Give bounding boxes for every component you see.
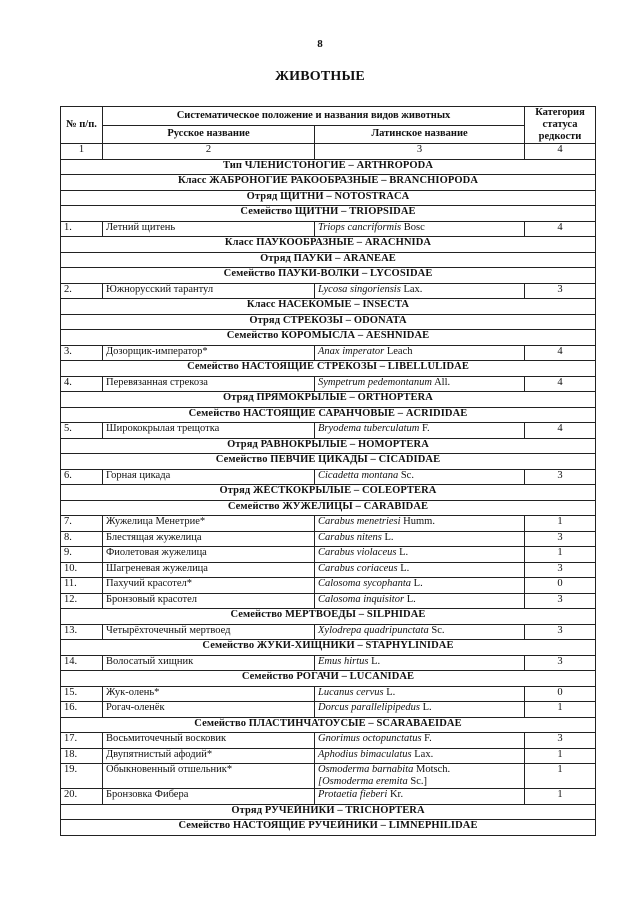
taxon-group-row xyxy=(61,190,596,206)
latin-name: Protaetia fieberi xyxy=(318,789,388,801)
latin-name: Calosoma inquisitor xyxy=(318,593,405,605)
species-row xyxy=(61,593,596,609)
taxon-group-row xyxy=(61,361,596,377)
header-systematic: Систематическое положение и названия видов животных xyxy=(103,107,525,126)
russian-name: Летний щитень xyxy=(103,221,315,237)
taxon-group-row xyxy=(61,640,596,656)
species-row xyxy=(61,283,596,299)
species-number: 7. xyxy=(61,516,103,532)
taxon-group-row xyxy=(61,500,596,516)
latin-name-cell xyxy=(315,578,525,594)
taxon-group-label: Семейство ПАУКИ-ВОЛКИ – LYCOSIDAE xyxy=(61,268,596,284)
taxon-group-label: Класс ПАУКООБРАЗНЫЕ – ARACHNIDA xyxy=(61,237,596,253)
taxon-group-label: Семейство ПЛАСТИНЧАТОУСЫЕ – SCARABAEIDAE xyxy=(61,717,596,733)
header-num: № п/п. xyxy=(61,107,103,144)
russian-name: Дозорщик-император* xyxy=(103,345,315,361)
latin-name: Cicadetta montana xyxy=(318,469,399,481)
species-number: 12. xyxy=(61,593,103,609)
species-row xyxy=(61,578,596,594)
taxon-group-row xyxy=(61,671,596,687)
rarity-category: 4 xyxy=(525,221,596,237)
author: L. xyxy=(411,578,423,590)
latin-name-cell xyxy=(315,655,525,671)
rarity-category: 3 xyxy=(525,469,596,485)
species-table xyxy=(60,106,596,836)
russian-name: Бронзовка Фибера xyxy=(103,789,315,805)
taxon-group-row xyxy=(61,175,596,191)
rarity-category: 4 xyxy=(525,345,596,361)
author: Lax. xyxy=(411,748,434,760)
species-number: 15. xyxy=(61,686,103,702)
latin-name-cell xyxy=(315,423,525,439)
taxon-group-label: Отряд РУЧЕЙНИКИ – TRICHOPTERA xyxy=(61,804,596,820)
author: L. xyxy=(404,593,416,605)
author: L. xyxy=(419,702,432,714)
author: Sc. xyxy=(428,624,445,636)
taxon-group-row xyxy=(61,268,596,284)
rarity-category: 1 xyxy=(525,702,596,718)
latin-name-cell xyxy=(315,748,525,764)
column-number: 2 xyxy=(103,144,315,160)
latin-name: Gnorimus octopunctatus xyxy=(318,733,422,745)
latin-name: Aphodius bimaculatus xyxy=(318,748,412,760)
species-row xyxy=(61,221,596,237)
header-latin: Латинское название xyxy=(315,125,525,144)
header-russian: Русское название xyxy=(103,125,315,144)
latin-name: Carabus menetriesi xyxy=(318,516,401,528)
russian-name: Блестящая жужелица xyxy=(103,531,315,547)
russian-name: Четырёхточечный мертвоед xyxy=(103,624,315,640)
author: L. xyxy=(383,686,396,698)
latin-name: Calosoma sycophanta xyxy=(318,578,412,590)
species-row xyxy=(61,789,596,805)
latin-name-cell xyxy=(315,593,525,609)
taxon-group-label: Отряд ПАУКИ – ARANEAE xyxy=(61,252,596,268)
rarity-category: 4 xyxy=(525,376,596,392)
species-row xyxy=(61,531,596,547)
species-number: 6. xyxy=(61,469,103,485)
species-row xyxy=(61,345,596,361)
species-number: 8. xyxy=(61,531,103,547)
taxon-group-row xyxy=(61,330,596,346)
taxon-group-row xyxy=(61,454,596,470)
latin-name-cell xyxy=(315,547,525,563)
latin-synonym: [Osmoderma eremita xyxy=(318,776,408,788)
taxon-group-row xyxy=(61,717,596,733)
taxon-group-label: Отряд ЩИТНИ – NOTOSTRACA xyxy=(61,190,596,206)
page-title: ЖИВОТНЫЕ xyxy=(275,69,365,84)
species-number: 19. xyxy=(61,764,103,789)
latin-name-cell xyxy=(315,702,525,718)
russian-name: Южнорусский тарантул xyxy=(103,283,315,299)
taxon-group-label: Отряд РАВНОКРЫЛЫЕ – HOMOPTERA xyxy=(61,438,596,454)
species-number: 16. xyxy=(61,702,103,718)
taxon-group-label: Семейство ЖУКИ-ХИЩНИКИ – STAPHYLINIDAE xyxy=(61,640,596,656)
column-numbers-row xyxy=(61,144,596,160)
russian-name: Восьмиточечный восковик xyxy=(103,733,315,749)
latin-name: Carabus coriaceus xyxy=(318,562,398,574)
rarity-category: 0 xyxy=(525,578,596,594)
taxon-group-row xyxy=(61,237,596,253)
latin-name: Dorcus parallelipipedus xyxy=(318,702,420,714)
taxon-group-row xyxy=(61,438,596,454)
taxon-group-label: Тип ЧЛЕНИСТОНОГИЕ – ARTHROPODA xyxy=(61,159,596,175)
species-number: 18. xyxy=(61,748,103,764)
latin-name: Xylodrepa quadripunctata xyxy=(318,624,429,636)
latin-name-cell xyxy=(315,345,525,361)
species-number: 3. xyxy=(61,345,103,361)
taxon-group-label: Семейство МЕРТВОЕДЫ – SILPHIDAE xyxy=(61,609,596,625)
species-row xyxy=(61,376,596,392)
species-number: 4. xyxy=(61,376,103,392)
russian-name: Жук-олень* xyxy=(103,686,315,702)
species-number: 1. xyxy=(61,221,103,237)
latin-name: Bryodema tuberculatum xyxy=(318,423,420,435)
russian-name: Рогач-оленёк xyxy=(103,702,315,718)
author: L. xyxy=(397,562,410,574)
author: L. xyxy=(396,547,409,559)
rarity-category: 1 xyxy=(525,748,596,764)
latin-name-cell xyxy=(315,221,525,237)
page-number: 8 xyxy=(317,38,323,50)
column-number: 1 xyxy=(61,144,103,160)
latin-name-cell xyxy=(315,733,525,749)
species-number: 14. xyxy=(61,655,103,671)
latin-name-cell xyxy=(315,283,525,299)
rarity-category: 4 xyxy=(525,423,596,439)
rarity-category: 1 xyxy=(525,789,596,805)
russian-name: Двупятнистый афодий* xyxy=(103,748,315,764)
author: Sc. xyxy=(398,469,414,481)
species-row xyxy=(61,764,596,789)
species-row xyxy=(61,624,596,640)
author: Humm. xyxy=(400,516,435,528)
taxon-group-label: Отряд ЖЁСТКОКРЫЛЫЕ – COLEOPTERA xyxy=(61,485,596,501)
latin-name-cell xyxy=(315,376,525,392)
latin-name: Carabus violaceus xyxy=(318,547,397,559)
rarity-category: 3 xyxy=(525,593,596,609)
author: Motsch. xyxy=(413,764,451,776)
author: Lax. xyxy=(400,283,423,295)
species-row xyxy=(61,423,596,439)
species-row xyxy=(61,702,596,718)
latin-name-cell xyxy=(315,764,525,789)
russian-name: Ширококрылая трещотка xyxy=(103,423,315,439)
latin-name: Lycosa singoriensis xyxy=(318,283,401,295)
species-row xyxy=(61,562,596,578)
taxon-group-row xyxy=(61,299,596,315)
taxon-group-label: Семейство НАСТОЯЩИЕ САРАНЧОВЫЕ – ACRIDIDAE xyxy=(61,407,596,423)
latin-name-cell xyxy=(315,516,525,532)
taxon-group-row xyxy=(61,206,596,222)
rarity-category: 3 xyxy=(525,624,596,640)
latin-name-cell xyxy=(315,531,525,547)
species-number: 11. xyxy=(61,578,103,594)
taxon-group-row xyxy=(61,252,596,268)
rarity-category: 3 xyxy=(525,531,596,547)
russian-name: Жужелица Менетрие* xyxy=(103,516,315,532)
column-number: 4 xyxy=(525,144,596,160)
latin-name: Anax imperator xyxy=(318,345,385,357)
latin-name-cell xyxy=(315,562,525,578)
taxon-group-label: Семейство ПЕВЧИЕ ЦИКАДЫ – CICADIDAE xyxy=(61,454,596,470)
russian-name: Волосатый хищник xyxy=(103,655,315,671)
species-number: 13. xyxy=(61,624,103,640)
rarity-category: 0 xyxy=(525,686,596,702)
latin-name: Triops cancriformis xyxy=(318,221,402,233)
header-category: Категория статуса редкости xyxy=(525,107,596,144)
rarity-category: 1 xyxy=(525,547,596,563)
rarity-category: 3 xyxy=(525,562,596,578)
latin-name: Emus hirtus xyxy=(318,655,369,667)
rarity-category: 1 xyxy=(525,516,596,532)
latin-name: Sympetrum pedemontanum xyxy=(318,376,433,388)
species-number: 5. xyxy=(61,423,103,439)
table-body xyxy=(61,159,596,835)
synonym-author: Sc.] xyxy=(407,776,427,788)
latin-name-cell xyxy=(315,789,525,805)
taxon-group-label: Класс НАСЕКОМЫЕ – INSECTA xyxy=(61,299,596,315)
taxon-group-row xyxy=(61,159,596,175)
taxon-group-label: Семейство НАСТОЯЩИЕ СТРЕКОЗЫ – LIBELLULIDAE xyxy=(61,361,596,377)
taxon-group-row xyxy=(61,407,596,423)
author: Kr. xyxy=(387,789,404,801)
latin-name-cell xyxy=(315,469,525,485)
species-number: 20. xyxy=(61,789,103,805)
column-number: 3 xyxy=(315,144,525,160)
taxon-group-label: Семейство РОГАЧИ – LUCANIDAE xyxy=(61,671,596,687)
taxon-group-label: Семейство КОРОМЫСЛА – AESHNIDAE xyxy=(61,330,596,346)
russian-name: Фиолетовая жужелица xyxy=(103,547,315,563)
species-number: 17. xyxy=(61,733,103,749)
species-row xyxy=(61,547,596,563)
rarity-category: 3 xyxy=(525,283,596,299)
russian-name: Пахучий красотел* xyxy=(103,578,315,594)
taxon-group-label: Отряд ПРЯМОКРЫЛЫЕ – ORTHOPTERA xyxy=(61,392,596,408)
taxon-group-row xyxy=(61,485,596,501)
species-row xyxy=(61,516,596,532)
taxon-group-label: Отряд СТРЕКОЗЫ – ODONATA xyxy=(61,314,596,330)
species-row xyxy=(61,748,596,764)
rarity-category: 3 xyxy=(525,733,596,749)
author: F. xyxy=(419,423,430,435)
taxon-group-row xyxy=(61,392,596,408)
taxon-group-row xyxy=(61,804,596,820)
species-number: 2. xyxy=(61,283,103,299)
taxon-group-row xyxy=(61,314,596,330)
latin-name-cell xyxy=(315,686,525,702)
author: Leach xyxy=(384,345,413,357)
latin-name-cell xyxy=(315,624,525,640)
russian-name: Шагреневая жужелица xyxy=(103,562,315,578)
russian-name: Горная цикада xyxy=(103,469,315,485)
taxon-group-label: Семейство НАСТОЯЩИЕ РУЧЕЙНИКИ – LIMNEPHILIDAE xyxy=(61,820,596,836)
taxon-group-label: Семейство ЖУЖЕЛИЦЫ – CARABIDAE xyxy=(61,500,596,516)
russian-name: Бронзовый красотел xyxy=(103,593,315,609)
latin-name: Lucanus cervus xyxy=(318,686,384,698)
russian-name: Обыкновенный отшельник* xyxy=(103,764,315,789)
taxon-group-label: Класс ЖАБРОНОГИЕ РАКООБРАЗНЫЕ – BRANCHIOPODA xyxy=(61,175,596,191)
taxon-group-label: Семейство ЩИТНИ – TRIOPSIDAE xyxy=(61,206,596,222)
rarity-category: 3 xyxy=(525,655,596,671)
taxon-group-row xyxy=(61,820,596,836)
species-row xyxy=(61,733,596,749)
rarity-category: 1 xyxy=(525,764,596,789)
species-number: 9. xyxy=(61,547,103,563)
species-number: 10. xyxy=(61,562,103,578)
species-row xyxy=(61,469,596,485)
latin-name: Carabus nitens xyxy=(318,531,382,543)
author: All. xyxy=(432,376,451,388)
species-row xyxy=(61,686,596,702)
author: L. xyxy=(381,531,394,543)
latin-name: Osmoderma barnabita xyxy=(318,764,414,776)
author: F. xyxy=(421,733,432,745)
taxon-group-row xyxy=(61,609,596,625)
russian-name: Перевязанная стрекоза xyxy=(103,376,315,392)
author: L. xyxy=(368,655,381,667)
species-row xyxy=(61,655,596,671)
author: Bosc xyxy=(401,221,425,233)
